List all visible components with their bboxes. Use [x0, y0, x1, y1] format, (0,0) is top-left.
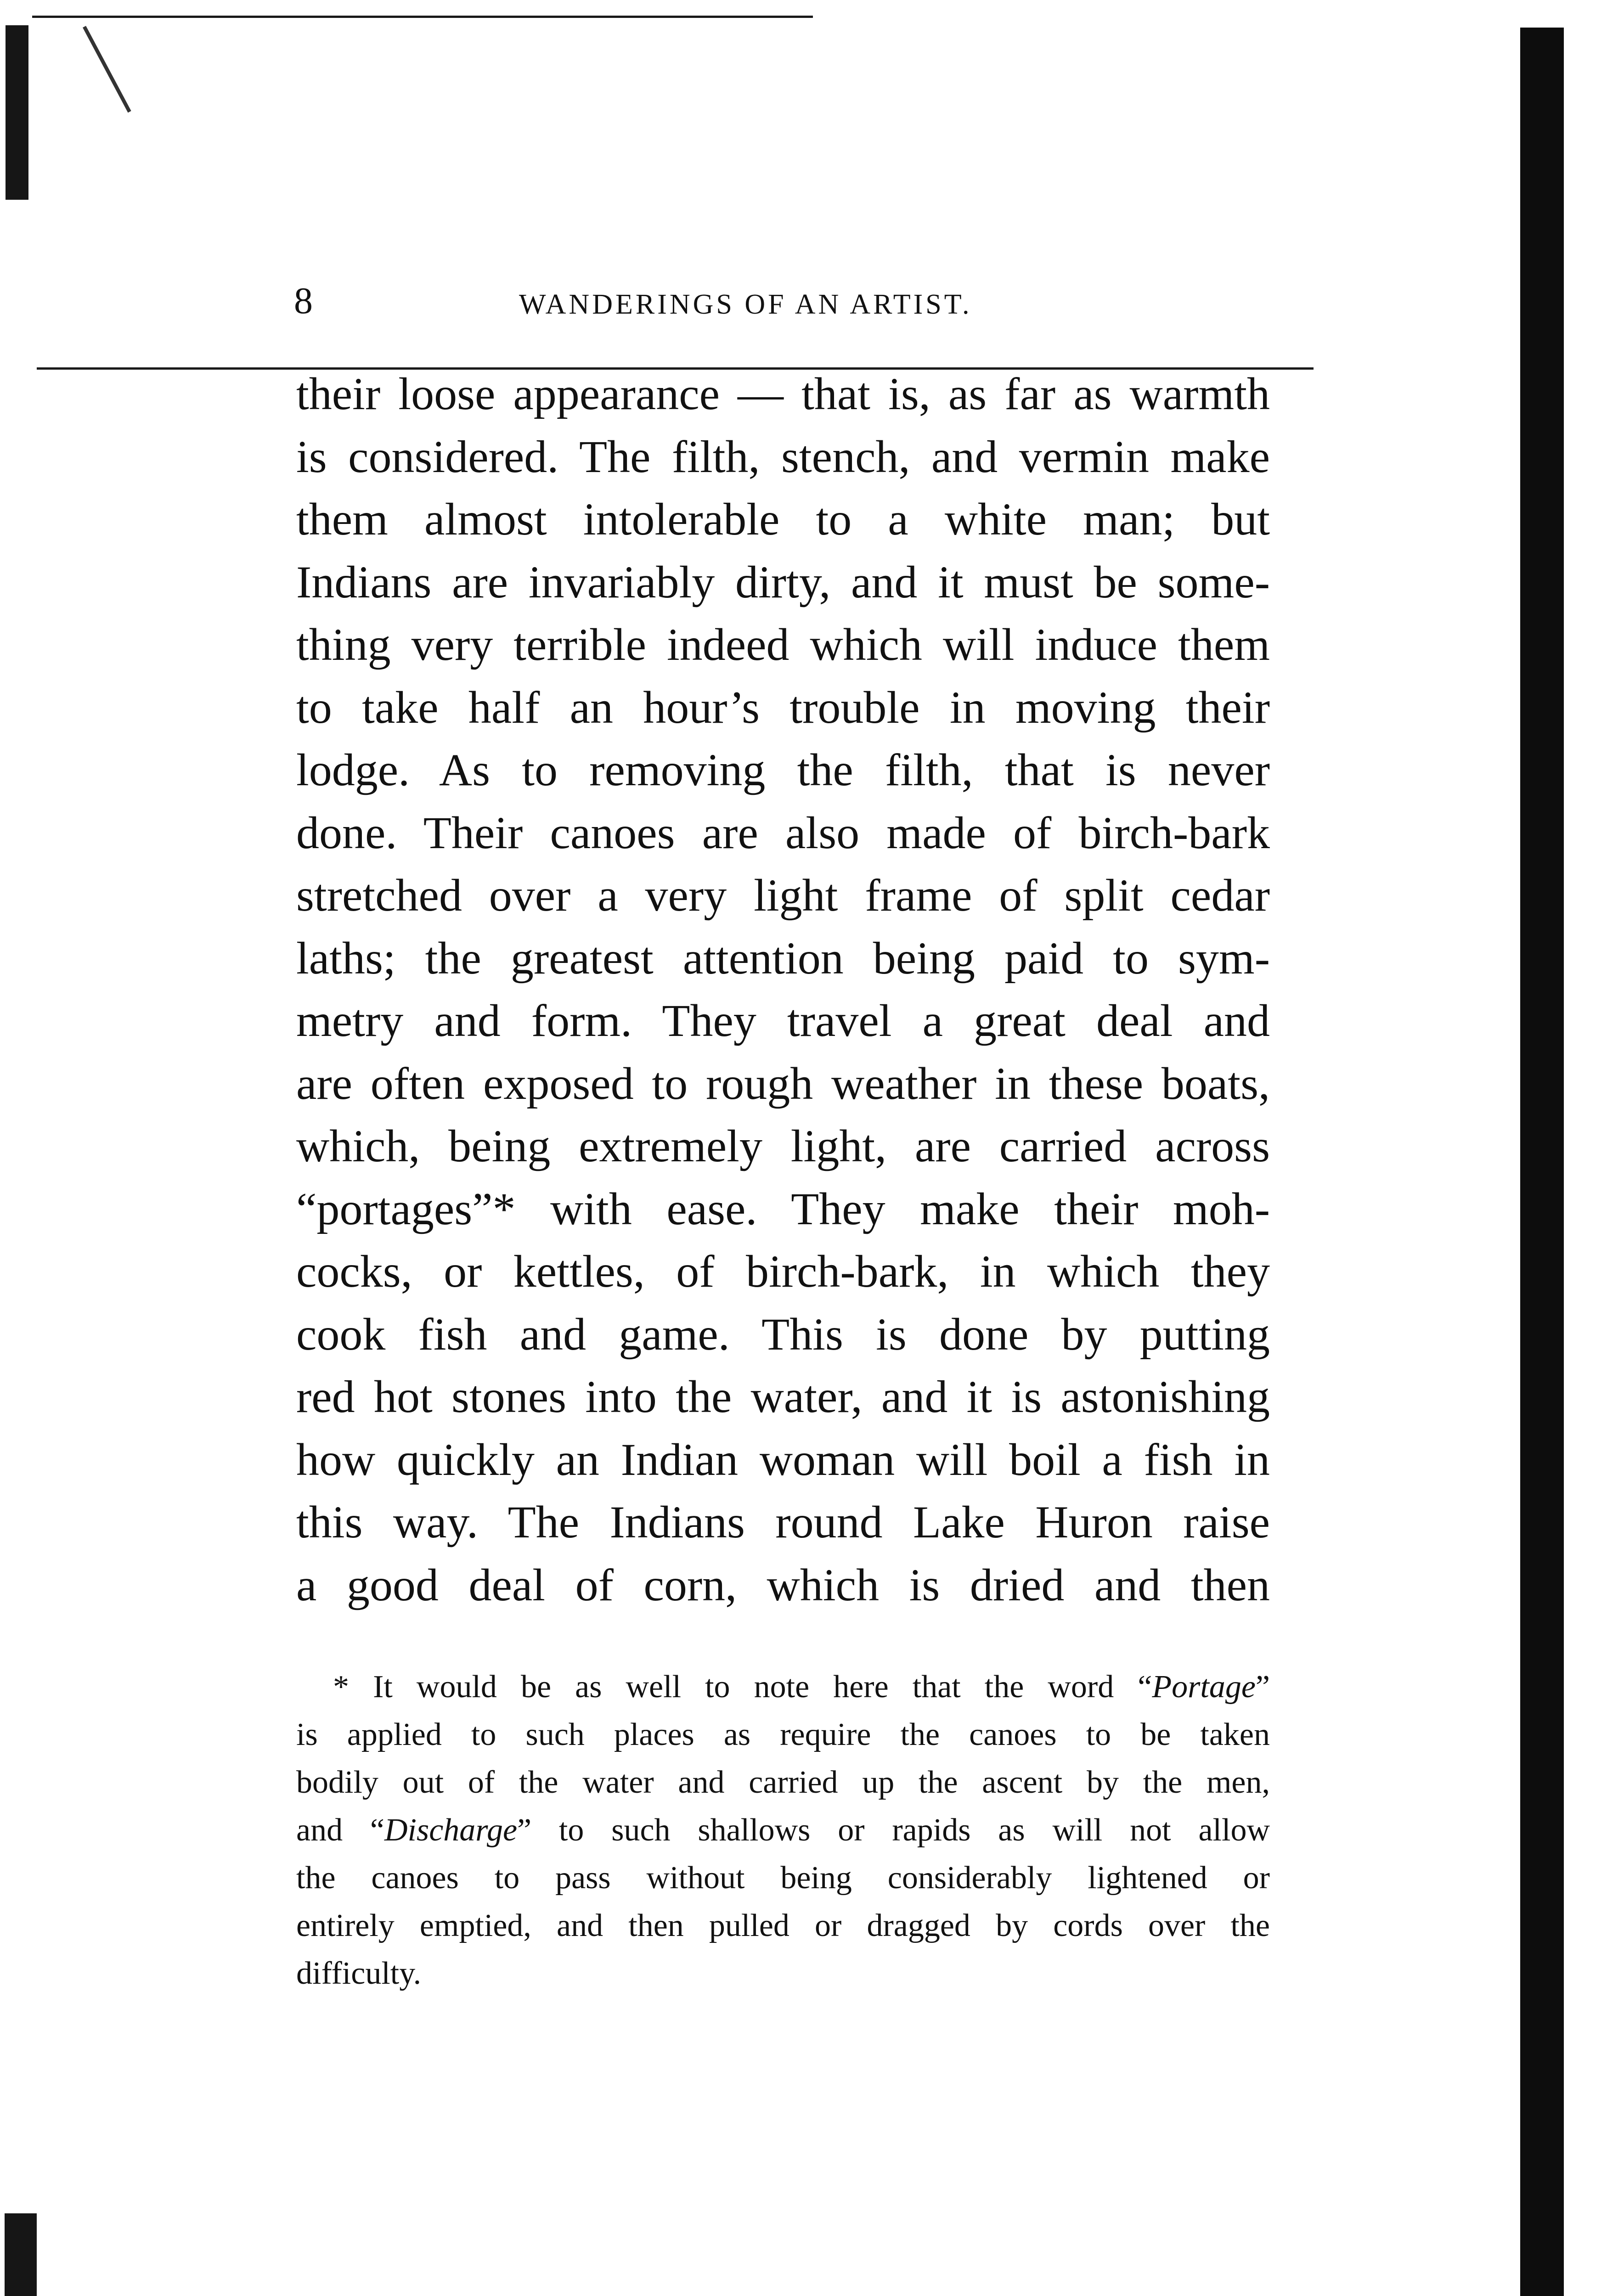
footnote-text: * It would be as well to note here that the word “: [333, 1669, 1152, 1705]
text-line: a good deal of corn, which is dried and then: [296, 1559, 1270, 1610]
text-line: metry and form. They travel a great deal and: [296, 995, 1270, 1046]
footnote-text: and “: [296, 1812, 384, 1848]
text-line: them almost intolerable to a white man; but: [296, 494, 1270, 545]
footnote: [296, 1663, 1270, 1998]
footnote-term-portage: Portage: [1152, 1669, 1256, 1705]
footnote-line: bodily out of the water and carried up the ascent by the men,: [296, 1765, 1270, 1800]
running-head: WANDERINGS OF AN ARTIST.: [519, 289, 972, 320]
footnote-term-discharge: Discharge: [384, 1812, 518, 1848]
footnote-line: [296, 1663, 1270, 1711]
text-line: to take half an hour’s trouble in moving their: [296, 681, 1270, 733]
scan-left-edge-bottom: [5, 2213, 37, 2296]
text-line: is considered. The filth, stench, and vermin make: [296, 431, 1270, 482]
text-line: which, being extremely light, are carried across: [296, 1120, 1270, 1171]
scan-left-edge-top: [6, 25, 28, 200]
page-number: 8: [294, 280, 313, 321]
text-line: “portages”* with ease. They make their moh-: [296, 1183, 1270, 1234]
text-line: lodge. As to removing the filth, that is never: [296, 744, 1270, 795]
text-line: cook fish and game. This is done by putting: [296, 1308, 1270, 1360]
footnote-line: difficulty.: [296, 1956, 422, 1991]
page-header: [294, 276, 1281, 326]
text-line: stretched over a very light frame of split cedar: [296, 870, 1270, 921]
text-line: their loose appearance — that is, as far as warmth: [296, 368, 1270, 419]
footnote-line: entirely emptied, and then pulled or dragged by cords over the: [296, 1908, 1270, 1943]
text-line: thing very terrible indeed which will induce them: [296, 619, 1270, 670]
text-line: how quickly an Indian woman will boil a fish in: [296, 1434, 1270, 1485]
body-text: [296, 363, 1270, 1616]
text-line: this way. The Indians round Lake Huron raise: [296, 1497, 1270, 1548]
text-line: laths; the greatest attention being paid to sym-: [296, 932, 1270, 984]
scan-top-rule: [32, 16, 813, 18]
footnote-text: ”: [1255, 1669, 1270, 1705]
footnote-line: is applied to such places as require the canoes to be taken: [296, 1717, 1270, 1752]
text-line: Indians are invariably dirty, and it must be some-: [296, 556, 1270, 608]
text-line: are often exposed to rough weather in these boats,: [296, 1058, 1270, 1109]
text-line: done. Their canoes are also made of birch-bark: [296, 807, 1270, 858]
text-line: cocks, or kettles, of birch-bark, in which they: [296, 1246, 1270, 1297]
footnote-line: the canoes to pass without being considerably lightened or: [296, 1860, 1270, 1896]
scan-mark: [83, 26, 131, 113]
footnote-text: ” to such shallows or rapids as will not allow: [517, 1812, 1270, 1848]
text-line: red hot stones into the water, and it is astonishing: [296, 1371, 1270, 1422]
scan-right-edge: [1520, 28, 1564, 2296]
footnote-line: [296, 1806, 1270, 1854]
